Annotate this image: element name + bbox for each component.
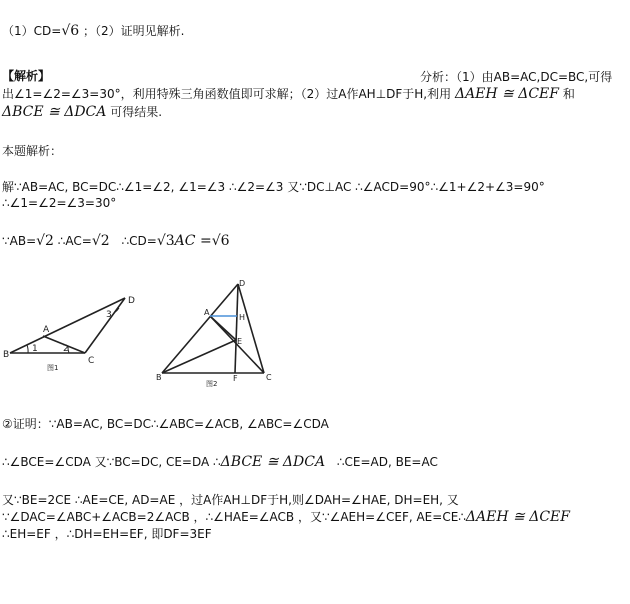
fig2-label-b: B [156, 373, 162, 382]
analysis-heading: 【解析】 [2, 69, 51, 83]
solution-ac: ∴AC= [57, 234, 92, 248]
solution-ab-value: √2 [36, 233, 54, 249]
proof-line2-math: ΔBCE ≅ ΔDCA [220, 454, 326, 470]
analysis-line2 [2, 86, 575, 102]
analysis-fenxi: 分析：（1）由AB=AC,DC=BC,可得 [420, 70, 613, 84]
proof-line4-text: ∵∠DAC=∠ABC+∠ACB=2∠ACB ，∴∠HAE=∠ACB ，又∵∠AEH=∠CEF, AE=CE∴ [2, 510, 466, 524]
proof-line1: ②证明：∵AB=AC, BC=DC∴∠ABC=∠ACB, ∠ABC=∠CDA [2, 417, 329, 431]
proof-line2 [2, 454, 438, 470]
fig1-segment-cd [85, 298, 125, 353]
analysis-line3 [2, 104, 162, 120]
figure-1 [0, 290, 150, 375]
fig2-label-e: E [237, 337, 243, 346]
figure-2 [150, 278, 280, 388]
fig1-label-1: 1 [32, 344, 38, 354]
solution-cd-value: √6 [211, 233, 230, 249]
solution-line3 [2, 233, 230, 249]
proof-line4 [2, 509, 570, 525]
fig1-label-b: B [3, 350, 10, 360]
solution-ac-value: √2 [91, 233, 110, 249]
fig2-label-d: D [239, 279, 246, 288]
solution-heading: 本题解析： [2, 144, 63, 158]
answer-part1-prefix: （1）CD= [2, 24, 62, 38]
fig2-label-f: F [233, 374, 238, 383]
fig2-label-a: A [204, 308, 210, 317]
fig2-segment-bd [162, 284, 238, 373]
proof-line5: ∴EH=EF ，∴DH=EH=EF, 即DF=3EF [2, 527, 212, 541]
fig2-segment-ae [210, 316, 236, 340]
proof-line2-text: ∴∠BCE=∠CDA 又∵BC=DC, CE=DA ∴ [2, 455, 221, 469]
analysis-line2-tail: 和 [562, 87, 575, 101]
solution-line1: 解∵AB=AC, BC=DC∴∠1=∠2, ∠1=∠3 ∴∠2=∠3 又∵DC⊥AC ∴∠ACD=90°∴∠1+∠2+∠3=90° [2, 180, 545, 194]
answer-part1-value: √6 [61, 23, 80, 39]
solution-cd: ∴CD= [121, 234, 157, 248]
fig1-label-d: D [128, 296, 135, 306]
fig2-label-c: C [266, 373, 272, 382]
fig1-label-3: 3 [106, 310, 112, 320]
fig2-caption: 图2 [206, 380, 218, 388]
fig2-segment-be [162, 340, 236, 373]
fig1-caption: 图1 [47, 364, 59, 372]
fig1-label-2: 2 [63, 344, 69, 354]
answer-line [2, 23, 184, 39]
solution-ab: ∵AB= [2, 234, 37, 248]
analysis-line3-tail: 可得结果. [110, 105, 163, 119]
solution-cd-ac: AC = [174, 233, 212, 249]
fig1-label-a: A [43, 325, 50, 335]
analysis-line3-math: ΔBCE ≅ ΔDCA [2, 104, 107, 120]
answer-part2: ；（2）证明见解析. [82, 24, 185, 38]
fig1-angle-1-arc [27, 345, 28, 353]
analysis-line2-text: 出∠1=∠2=∠3=30°，利用特殊三角函数值即可求解；（2）过A作AH⊥DF于H,利用 [2, 87, 452, 101]
solution-line2: ∴∠1=∠2=∠3=30° [2, 196, 117, 210]
fig2-label-h: H [239, 313, 246, 322]
fig2-segment-df [235, 284, 238, 373]
solution-cd-sqrt3: √3 [156, 233, 175, 249]
analysis-line2-math: ΔAEH ≅ ΔCEF [454, 86, 559, 102]
fig1-label-c: C [88, 356, 95, 366]
proof-line3: 又∵BE=2CE ∴AE=CE, AD=AE ，过A作AH⊥DF于H,则∠DAH=∠HAE, DH=EH, 又 [2, 493, 459, 507]
proof-line2-tail: ∴CE=AD, BE=AC [336, 455, 438, 469]
proof-line4-math: ΔAEH ≅ ΔCEF [465, 509, 570, 525]
